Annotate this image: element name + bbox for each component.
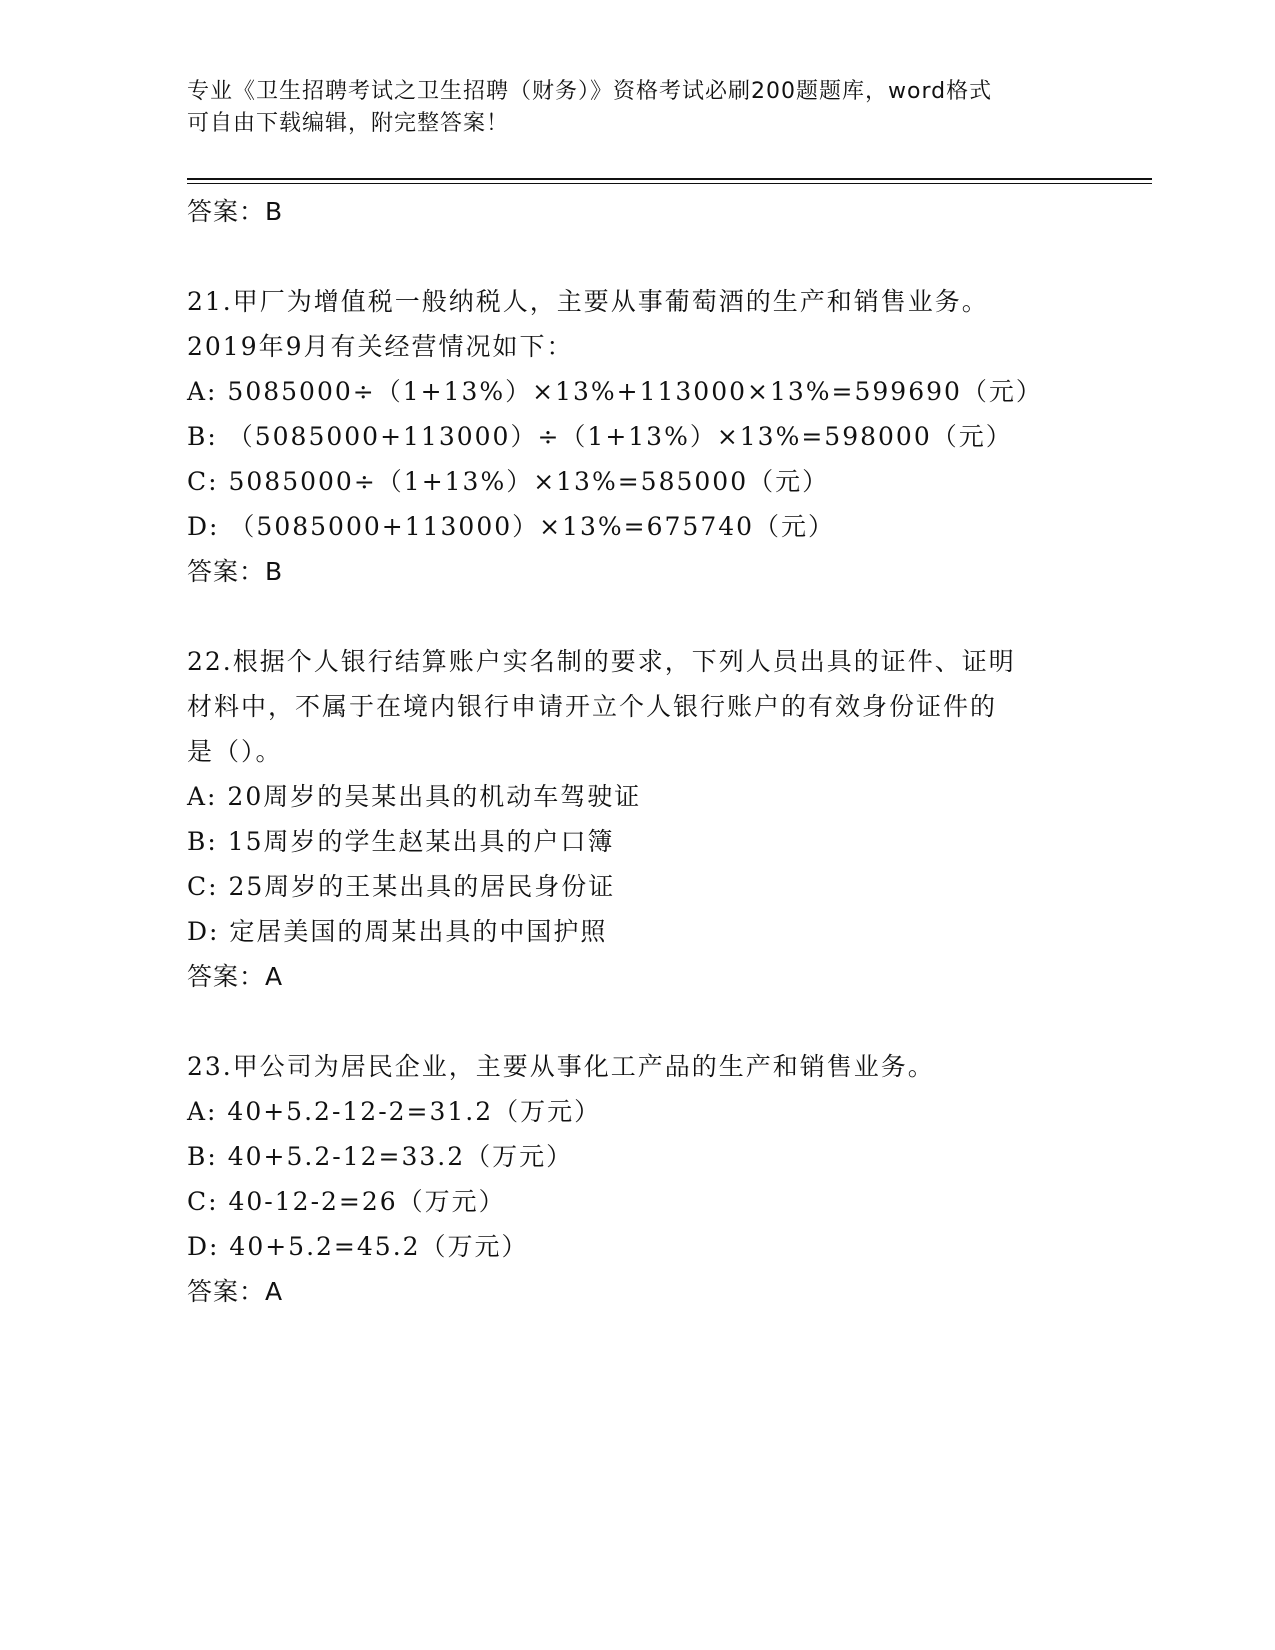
question-item	[187, 279, 1087, 594]
option-d: D: 定居美国的周某出具的中国护照	[187, 917, 608, 946]
question-stem-line: 22.根据个人银行结算账户实名制的要求，下列人员出具的证件、证明	[187, 647, 1016, 676]
answer-line: 答案：B	[187, 197, 284, 226]
question-stem-line: 是（）。	[187, 737, 283, 766]
option-a: A: 20周岁的吴某出具的机动车驾驶证	[187, 782, 642, 811]
option-b: B: 40+5.2-12=33.2（万元）	[187, 1142, 574, 1171]
option-d: D: （5085000+113000）×13%=675740（元）	[187, 512, 836, 541]
header-divider-thick	[187, 178, 1152, 180]
option-c: C: 25周岁的王某出具的居民身份证	[187, 872, 616, 901]
option-a: A: 40+5.2-12-2=31.2（万元）	[187, 1097, 602, 1126]
option-d: D: 40+5.2=45.2（万元）	[187, 1232, 529, 1261]
header-title-line-1: 专业《卫生招聘考试之卫生招聘（财务）》资格考试必刷200题题库，word格式	[187, 79, 993, 104]
question-stem-line: 21.甲厂为增值税一般纳税人，主要从事葡萄酒的生产和销售业务。	[187, 287, 989, 316]
answer-line: 答案：A	[187, 1277, 284, 1306]
option-b: B: （5085000+113000）÷（1+13%）×13%=598000（元）	[187, 422, 1013, 451]
answer-line: 答案：A	[187, 962, 284, 991]
question-stem-line: 2019年9月有关经营情况如下：	[187, 332, 574, 361]
document-header	[187, 76, 1067, 140]
header-divider-thin	[187, 183, 1152, 184]
option-b: B: 15周岁的学生赵某出具的户口簿	[187, 827, 615, 856]
question-item	[187, 1044, 1087, 1314]
option-c: C: 40-12-2=26（万元）	[187, 1187, 506, 1216]
option-a: A: 5085000÷（1+13%）×13%+113000×13%=599690（元）	[187, 377, 1043, 406]
answer-line: 答案：B	[187, 557, 284, 586]
spacer	[187, 234, 1087, 279]
question-stem-line: 23.甲公司为居民企业，主要从事化工产品的生产和销售业务。	[187, 1052, 935, 1081]
spacer	[187, 999, 1087, 1044]
question-stem-line: 材料中，不属于在境内银行申请开立个人银行账户的有效身份证件的	[187, 692, 998, 721]
spacer	[187, 594, 1087, 639]
header-title-line-2: 可自由下载编辑，附完整答案！	[187, 111, 510, 136]
question-list	[187, 189, 1087, 1314]
question-item	[187, 639, 1087, 999]
option-c: C: 5085000÷（1+13%）×13%=585000（元）	[187, 467, 830, 496]
